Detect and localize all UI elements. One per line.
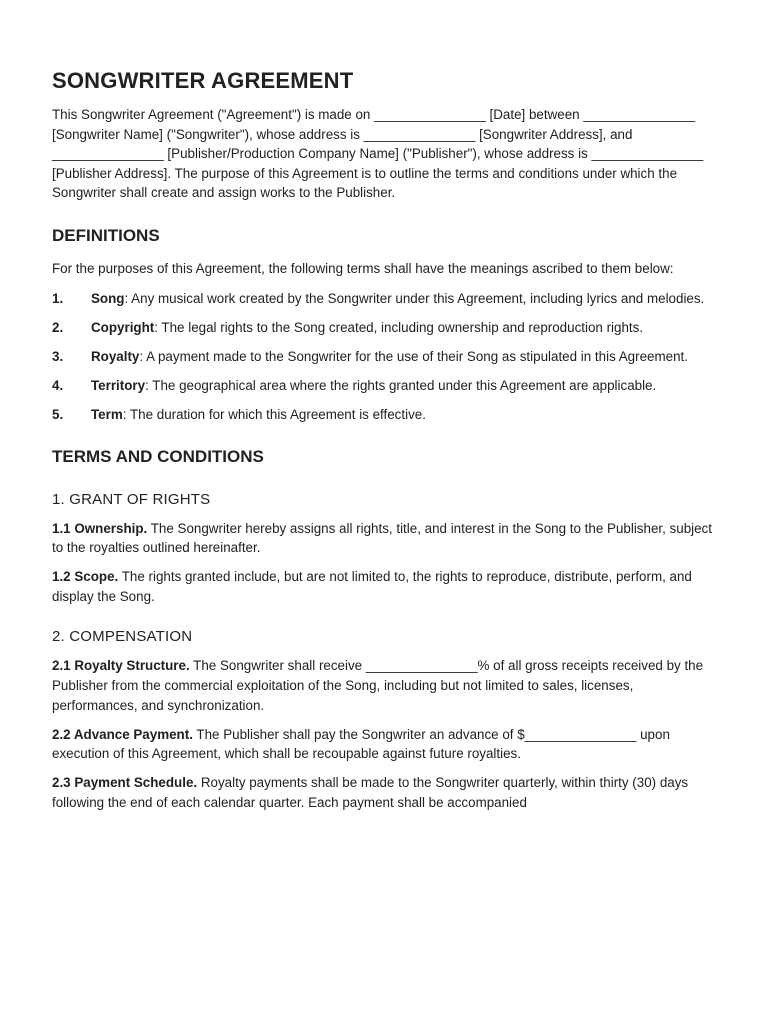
- list-item: [52, 289, 718, 309]
- list-item: [52, 318, 718, 338]
- terms-heading: TERMS AND CONDITIONS: [52, 446, 264, 466]
- list-number: 2.: [52, 319, 64, 335]
- definition-text: : Any musical work created by the Songwriter under this Agreement, including lyrics and melodies.: [124, 290, 705, 306]
- defined-term: Copyright: [91, 319, 155, 335]
- clause-text: The Songwriter shall receive _______________% of all gross receipts received by the Publisher from the commercial exploitation of the Song, including but not limited to sales, licenses, performances, and synchronization.: [52, 658, 704, 713]
- definitions-heading: DEFINITIONS: [52, 225, 160, 245]
- clause-text: The Songwriter hereby assigns all rights, title, and interest in the Song to the Publisher, subject to the royalties outlined hereinafter.: [52, 520, 712, 556]
- definition-text: : A payment made to the Songwriter for the use of their Song as stipulated in this Agreement.: [139, 348, 688, 364]
- defined-term: Song: [91, 290, 125, 306]
- clause-label: 1.1 Ownership.: [52, 520, 148, 536]
- list-number: 5.: [52, 406, 64, 422]
- definitions-list: [52, 289, 718, 425]
- list-number: 4.: [52, 377, 64, 393]
- clause-text: The Publisher shall pay the Songwriter an advance of $_______________ upon execution of this Agreement, which shall be recoupable against future royalties.: [52, 726, 670, 762]
- clause: [52, 725, 718, 764]
- list-body: [91, 289, 718, 309]
- definition-text: : The legal rights to the Song created, including ownership and reproduction rights.: [154, 319, 644, 335]
- clause-label: 1.2 Scope.: [52, 569, 119, 585]
- list-body: [91, 318, 718, 338]
- list-number: 1.: [52, 290, 64, 306]
- defined-term: Term: [91, 406, 123, 422]
- list-item: [52, 347, 718, 367]
- section-heading: 1. GRANT OF RIGHTS: [52, 490, 211, 508]
- clause: [52, 773, 718, 812]
- list-body: [91, 376, 718, 396]
- definition-text: : The duration for which this Agreement is effective.: [122, 406, 426, 422]
- clause-text: Royalty payments shall be made to the Songwriter quarterly, within thirty (30) days following the end of each calendar quarter. Each payment shall be accompanied: [52, 775, 689, 810]
- clause-label: 2.2 Advance Payment.: [52, 726, 193, 742]
- clause: [52, 519, 718, 558]
- list-item: [52, 376, 718, 396]
- intro-paragraph: This Songwriter Agreement ("Agreement") is made on _______________ [Date] between _______________ [Songwriter Name] ("Songwriter"), whose address is _______________ [Songwriter Address], and _______________ [Publisher/Production Company Name] ("Publisher"), whose address is _______________ [Publisher Address]. The purpose of this Agreement is to outline the terms and conditions under which the Songwriter shall create and assign works to the Publisher.: [52, 107, 704, 201]
- list-body: [91, 347, 718, 367]
- list-body: [91, 405, 718, 425]
- defined-term: Territory: [91, 377, 146, 393]
- clause-text: The rights granted include, but are not limited to, the rights to reproduce, distribute, perform, and display the Song.: [52, 569, 692, 604]
- section-heading: 2. COMPENSATION: [52, 628, 193, 646]
- definitions-intro: For the purposes of this Agreement, the following terms shall have the meanings ascribed to them below:: [52, 260, 674, 276]
- list-item: [52, 405, 718, 425]
- list-number: 3.: [52, 348, 64, 364]
- clause: [52, 567, 718, 606]
- clause: [52, 656, 718, 715]
- clause-label: 2.3 Payment Schedule.: [52, 775, 198, 791]
- document-title: SONGWRITER AGREEMENT: [52, 68, 354, 93]
- clause-label: 2.1 Royalty Structure.: [52, 658, 190, 674]
- definition-text: : The geographical area where the rights granted under this Agreement are applicable.: [145, 377, 657, 393]
- defined-term: Royalty: [91, 348, 140, 364]
